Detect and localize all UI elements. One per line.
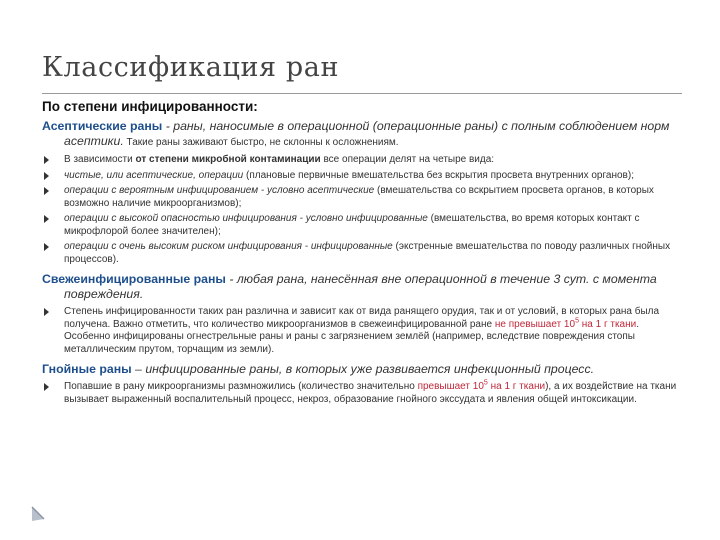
aseptic-definition-text: - раны, наносимые в операционной (операционные раны) с полным соблюдением норм асептики. [64, 119, 670, 148]
aseptic-list [42, 154, 686, 266]
bullet-arrow-icon [44, 156, 49, 164]
list-item: операции с вероятным инфицированием - условно асептические (вмешательства со вскрытием просвета органов, в которых возможно наличие микроорганизмов); [42, 185, 686, 210]
list-item: В зависимости от степени микробной контаминации все операции делят на четыре вида: [42, 154, 686, 167]
slide-corner-arrow-icon [30, 505, 48, 523]
fresh-term: Свежеинфицированные раны [42, 272, 226, 286]
aseptic-definition-tail: Такие раны заживают быстро, не склонны к осложнениям. [123, 137, 399, 148]
title-divider [42, 93, 682, 94]
list-item: операции с высокой опасностью инфицирования - условно инфицированные (вмешательства, во время которых контакт с микрофлорой более значителен); [42, 213, 686, 238]
slide-title: Классификация ран [42, 52, 340, 83]
list-item: операции с очень высоким риском инфицирования - инфицированные (экстренные вмешательства по поводу различных гнойных процессов). [42, 241, 686, 266]
bullet-arrow-icon [44, 383, 49, 391]
bullet-arrow-icon [44, 308, 49, 316]
purulent-list [42, 381, 686, 406]
fresh-list [42, 306, 686, 356]
fresh-definition-text: - любая рана, нанесённая вне операционной в течение 3 сут. с момента повреждения. [64, 272, 657, 301]
aseptic-term: Асептические раны [42, 119, 163, 133]
purulent-definition [42, 362, 686, 377]
bullet-arrow-icon [44, 187, 49, 195]
section-heading: По степени инфицированности: [42, 99, 258, 114]
list-item: Степень инфицированности таких ран различна и зависит как от вида ранящего орудия, так и от условий, в которых рана была получена. Важно отметить, что количество микроорганизмов в свежеинфицированной ране не превышает $10^5$ на 1 г ткани. Особенно инфицированы огнестрельные раны и раны с загрязнением землёй (например, вследствие повреждения стопы металлическим прутом, торчащим из земли). [42, 306, 686, 356]
list-item: Попавшие в рану микроорганизмы размножились (количество значительно превышает $10^5$ на 1 г ткани), а их воздействие на ткани вызывает выраженный воспалительный процесс, некроз, образование гнойного экссудата и явления общей интоксикации. [42, 381, 686, 406]
list-item: чистые, или асептические, операции (плановые первичные вмешательства без вскрытия просвета внутренних органов); [42, 170, 686, 183]
purulent-definition-text: – инфицированные раны, в которых уже развивается инфекционный процесс. [131, 362, 595, 376]
fresh-definition [42, 272, 686, 302]
slide-content [42, 99, 686, 412]
aseptic-definition [42, 119, 686, 150]
bullet-arrow-icon [44, 215, 49, 223]
bullet-arrow-icon [44, 172, 49, 180]
purulent-term: Гнойные раны [42, 362, 132, 376]
bullet-arrow-icon [44, 243, 49, 251]
